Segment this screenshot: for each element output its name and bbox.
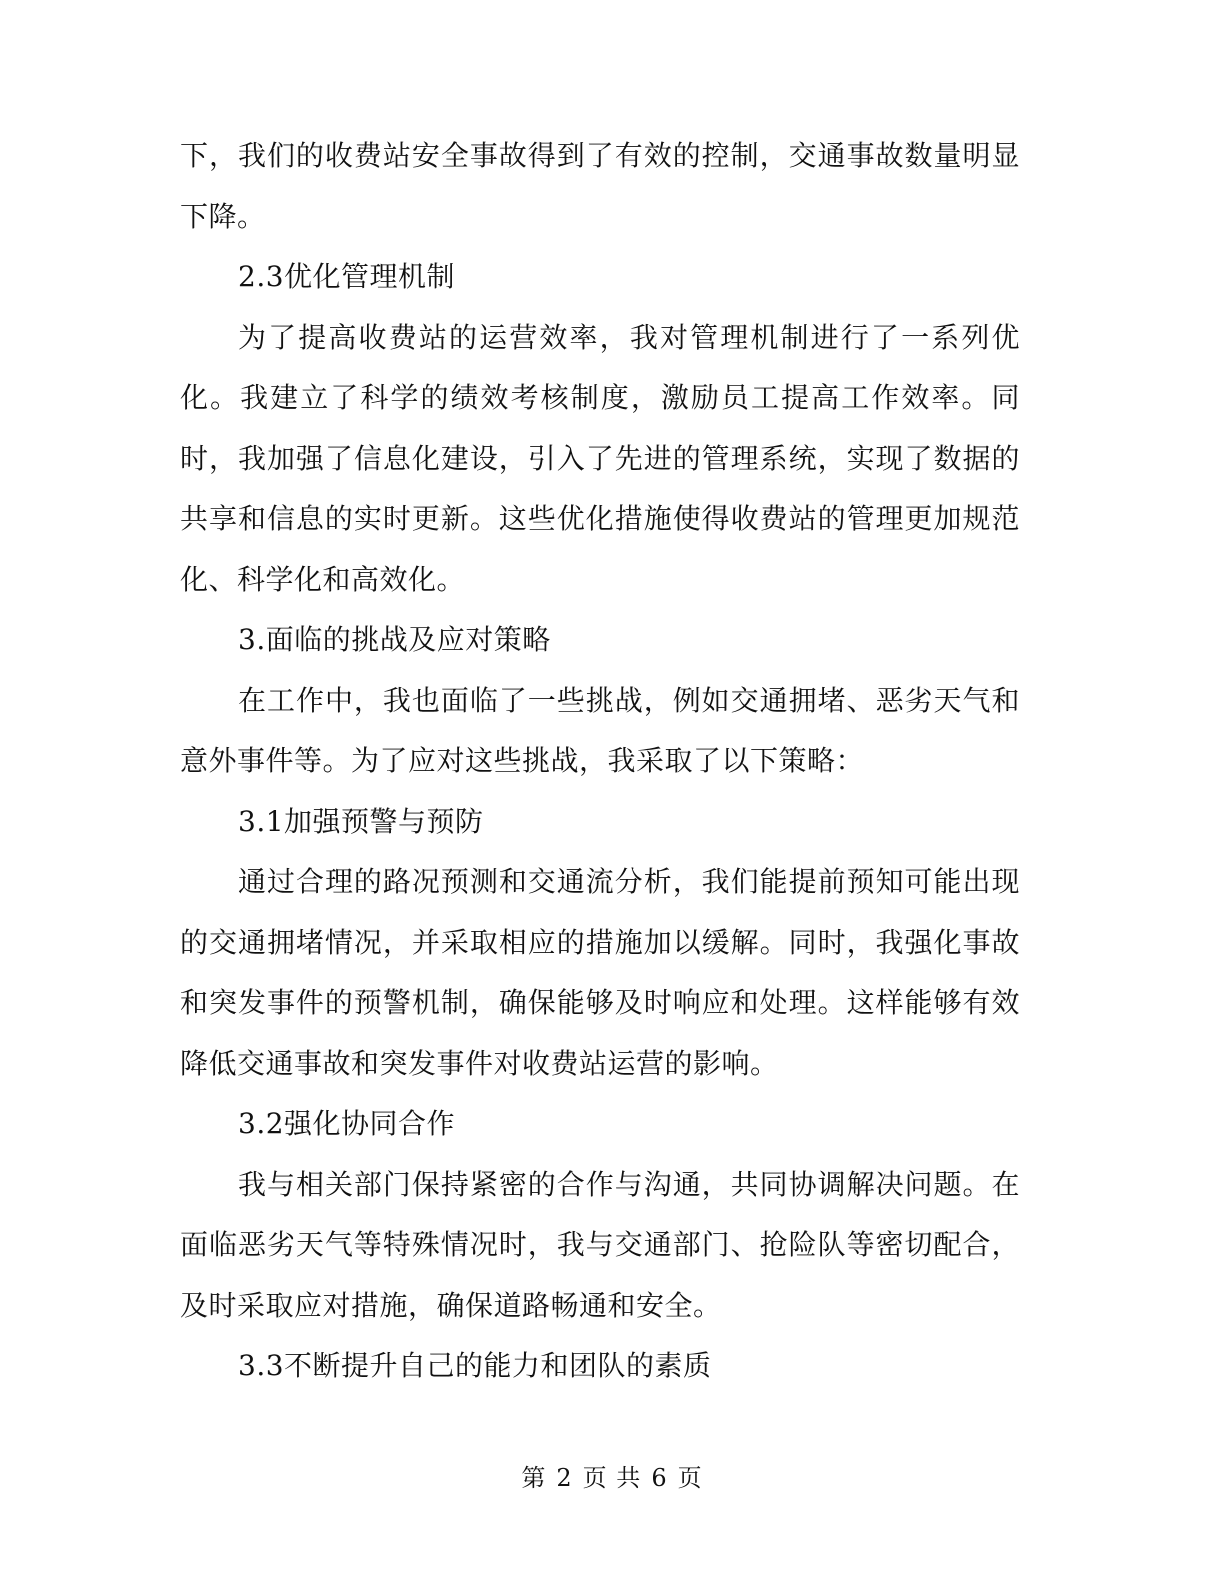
paragraph: 通过合理的路况预测和交通流分析，我们能提前预知可能出现的交通拥堵情况，并采取相应的措施加以缓解。同时，我强化事故和突发事件的预警机制，确保能够及时响应和处理。这样能够有效降低交通事故和突发事件对收费站运营的影响。	[180, 865, 1020, 1080]
footer-prefix: 第	[521, 1464, 547, 1492]
page-total: 6	[651, 1464, 668, 1492]
section-heading-3: 3.面临的挑战及应对策略	[238, 623, 551, 656]
paragraph-continuation: 下，我们的收费站安全事故得到了有效的控制，交通事故数量明显下降。	[180, 139, 1020, 233]
footer-suffix: 页	[677, 1464, 703, 1492]
section-heading-3-3: 3.3不断提升自己的能力和团队的素质	[238, 1349, 712, 1382]
paragraph: 在工作中，我也面临了一些挑战，例如交通拥堵、恶劣天气和意外事件等。为了应对这些挑战，我采取了以下策略：	[180, 683, 1020, 777]
section-heading-3-2: 3.2强化协同合作	[238, 1107, 456, 1140]
page-number: 2	[556, 1464, 573, 1492]
page-footer	[0, 1458, 1224, 1493]
footer-middle: 页 共	[582, 1464, 642, 1492]
paragraph: 我与相关部门保持紧密的合作与沟通，共同协调解决问题。在面临恶劣天气等特殊情况时，我与交通部门、抢险队等密切配合，及时采取应对措施，确保道路畅通和安全。	[180, 1167, 1020, 1322]
section-heading-3-1: 3.1加强预警与预防	[238, 804, 484, 838]
section-heading-2-3: 2.3优化管理机制	[238, 260, 456, 293]
document-body	[180, 126, 1020, 1397]
paragraph: 为了提高收费站的运营效率，我对管理机制进行了一系列优化。我建立了科学的绩效考核制度，激励员工提高工作效率。同时，我加强了信息化建设，引入了先进的管理系统，实现了数据的共享和信息的实时更新。这些优化措施使得收费站的管理更加规范化、科学化和高效化。	[180, 320, 1020, 596]
